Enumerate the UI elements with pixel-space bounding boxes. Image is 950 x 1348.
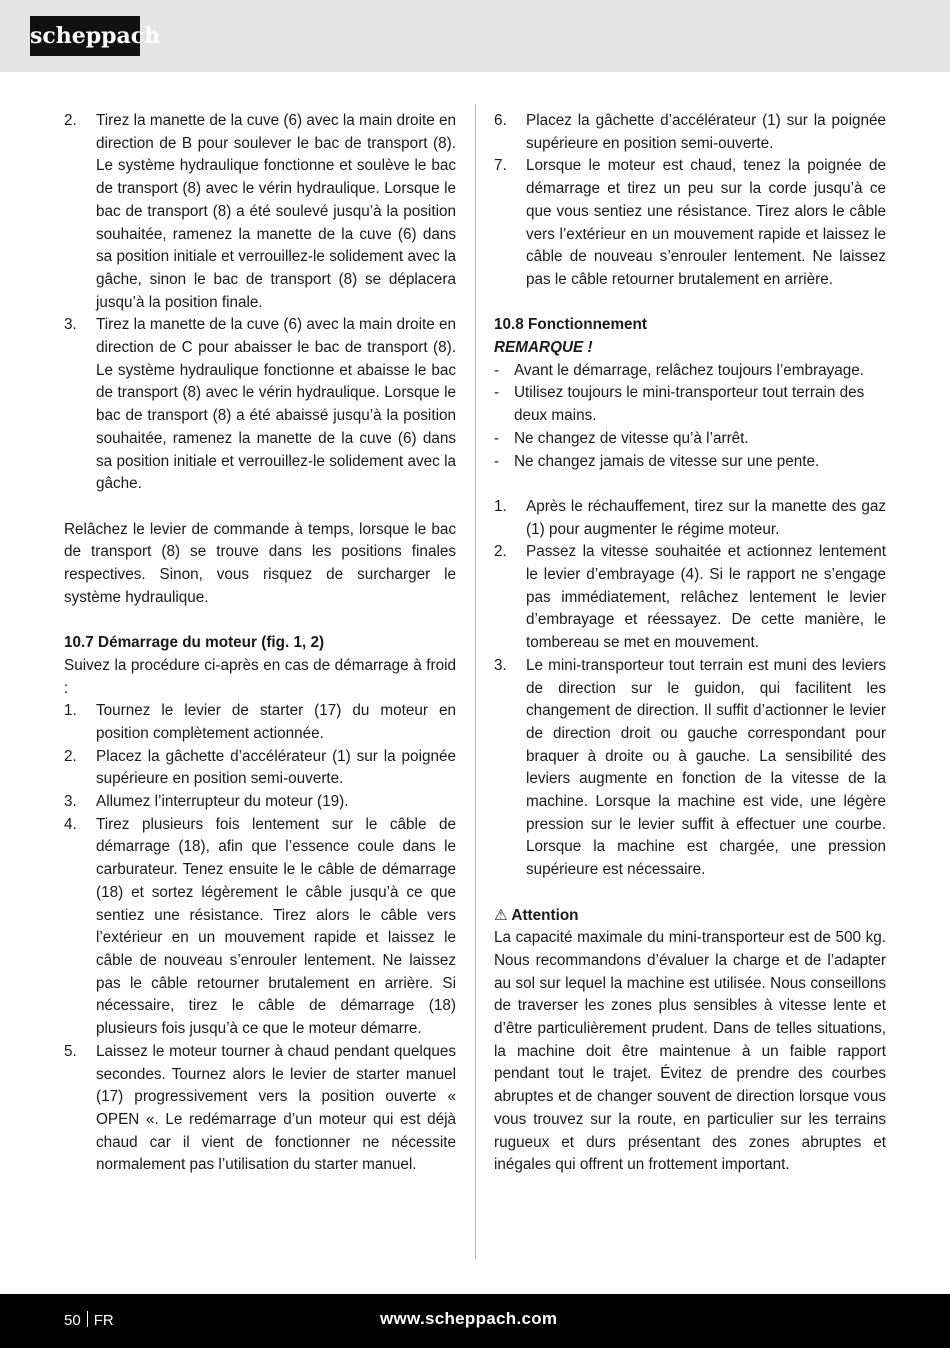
list-item — [64, 791, 456, 814]
list-number: 6. — [494, 112, 507, 129]
release-paragraph: Relâchez le levier de commande à temps, lorsque le bac de transport (8) se trouve dans les positions finales respectives. Sinon, vous risquez de surcharger le système hydraulique. — [64, 520, 456, 606]
list-text: Lorsque le moteur est chaud, tenez la poignée de démarrage et tirez un peu sur la corde jusqu’à ce que vous sentiez une résistance. Tirez alors le câble vers l’extérieur en un mouvement rapide et laissez le câble de nouveau s’enrouler lentement. Ne laissez pas le câble retourner brutalement en arrière. — [526, 157, 886, 288]
dash-bullet: - — [494, 452, 500, 470]
list-item — [64, 314, 456, 496]
list-text: Placez la gâchette d’accélérateur (1) sur la poignée supérieure en position semi-ouverte. — [526, 112, 886, 152]
list-text: Le mini-transporteur tout terrain est muni des leviers de direction sur le guidon, qui facilitent les changement de direction. Il suffit d’actionner le levier de direction droit ou gauche correspondant pour braquer à droite ou à gauche. La sensibilité des leviers augmente en fonction de la vitesse de la machine. Lorsque la machine est vide, une légère pression sur le levier suffit à effectuer une courbe. Lorsque la machine est chargée, une pression supérieure est nécessaire. — [526, 656, 886, 879]
list-item — [494, 496, 886, 541]
list-item — [494, 428, 886, 451]
list-text: Placez la gâchette d’accélérateur (1) sur la poignée supérieure en position semi-ouverte. — [96, 747, 456, 788]
list-item — [494, 541, 886, 655]
list-text: Tirez plusieurs fois lentement sur le câble de démarrage (18), afin que l’essence coule dans le carburateur. Tenez ensuite le le câble de démarrage (18) et sortez légèrement le câble jusqu’à ce que sentiez une résistance. Tirez alors le câble vers l’extérieur en un mouvement rapide et laissez le câble de nouveau s’enrouler lentement. Ne laissez pas le câble retourner brutalement en arrière. Si nécessaire, tirez le câble de démarrage (18) plusieurs fois jusqu’à ce que le moteur démarre. — [96, 815, 456, 1038]
list-item — [494, 110, 886, 155]
list-item — [64, 814, 456, 1041]
list-number: 3. — [64, 793, 77, 811]
section-intro: Suivez la procédure ci-après en cas de démarrage à froid : — [64, 656, 456, 697]
list-item — [494, 360, 886, 383]
list-number: 3. — [494, 656, 507, 674]
dash-bullet: - — [494, 429, 500, 447]
attention-text: La capacité maximale du mini-transporteur est de 500 kg. Nous recommandons d’évaluer la charge et de l’adapter au sol sur lequel la machine est utilisée. Nous conseillons de traverser les zones plus sensibles à vitesse lente et d’être particulièrement prudent. Dans de telles situations, la machine doit être maintenue à un faible rapport pendant tout le trajet. Évitez de prendre des courbes abruptes et de changer souvent de direction lorsque vous vous trouvez sur la route, en particulier sur les terrains rugueux et durs présentant des zones abruptes et inégales qui offrent un frottement important. — [494, 929, 886, 1174]
list-item — [64, 700, 456, 745]
list-text: Ne changez jamais de vitesse sur une pente. — [514, 452, 820, 470]
list-text: Avant le démarrage, relâchez toujours l’embrayage. — [514, 361, 865, 379]
list-text: Laissez le moteur tourner à chaud pendant quelques secondes. Tournez alors le levier de starter manuel (17) progressivement vers la position ouverte « OPEN «. Le redémarrage d’un moteur qui est déjà chaud car il vient de fonctionner ne nécessite normalement pas l’utilisation du starter manuel. — [96, 1042, 456, 1174]
list-item — [64, 746, 456, 791]
section-heading-10-8: 10.8 Fonctionnement — [494, 316, 647, 334]
attention-label: Attention — [511, 906, 579, 924]
list-text: Utilisez toujours le mini-transporteur tout terrain des deux mains. — [514, 384, 865, 425]
list-text: Tirez la manette de la cuve (6) avec la main droite en direction de B pour soulever le bac de transport (8). Le système hydraulique fonctionne et soulève le bac de transport (8) avec le vérin hydraulique. Lorsque le bac de transport (8) a été soulevé jusqu’à la position souhaitée, ramenez la manette de la cuve (6) dans sa position initiale et verrouillez-le solidement avec la gâche, sinon le bac de transport (8) se déplacera jusqu’à la position finale. — [96, 112, 456, 311]
list-text: Tirez la manette de la cuve (6) avec la main droite en direction de C pour abaisser le bac de transport (8). Le système hydraulique fonctionne et abaisse le bac de transport (8) avec le vérin hydraulique. Lorsque le bac de transport (8) a été abaissé jusqu’à la position souhaitée, ramenez la manette de la cuve (6) dans sa position initiale et verrouillez-le solidement avec la gâche. — [96, 316, 456, 493]
dash-bullet: - — [494, 361, 500, 379]
list-number: 7. — [494, 157, 507, 175]
list-number: 1. — [494, 497, 507, 515]
list-number: 2. — [494, 543, 507, 561]
list-number: 3. — [64, 316, 77, 334]
list-text: Passez la vitesse souhaitée et actionnez lentement le levier d’embrayage (4). Si le rapport ne s’engage pas immédiatement, relâchez lentement le levier d’embrayage et réessayez. De cette manière, le tombereau se met en mouvement. — [526, 543, 886, 652]
list-number: 2. — [64, 112, 77, 129]
list-number: 2. — [64, 747, 77, 765]
language-code: FR — [93, 1312, 114, 1329]
column-divider — [475, 104, 476, 1259]
list-number: 4. — [64, 815, 77, 833]
list-text: Ne changez de vitesse qu’à l’arrêt. — [514, 429, 749, 447]
page-footer — [0, 1294, 950, 1348]
start-engine-steps-list — [64, 700, 456, 1177]
page-number-block — [64, 1310, 114, 1332]
list-number: 1. — [64, 702, 77, 720]
list-item — [494, 451, 886, 474]
warning-icon: ⚠ — [494, 906, 508, 924]
hydraulic-steps-list — [64, 110, 456, 496]
scheppach-logo: scheppach — [30, 16, 140, 56]
list-number: 5. — [64, 1042, 77, 1060]
page-number: 50 — [64, 1312, 81, 1329]
warm-start-steps-list — [494, 110, 886, 292]
section-heading-10-7: 10.7 Démarrage du moteur (fig. 1, 2) — [64, 634, 325, 652]
attention-heading — [494, 905, 886, 928]
list-text: Après le réchauffement, tirez sur la manette des gaz (1) pour augmenter le régime moteur. — [526, 497, 886, 538]
separator — [87, 1311, 88, 1327]
operation-steps-list — [494, 496, 886, 882]
list-item — [494, 655, 886, 882]
website-url[interactable]: www.scheppach.com — [380, 1309, 558, 1328]
right-column — [494, 110, 886, 1177]
list-text: Allumez l’interrupteur du moteur (19). — [96, 793, 349, 811]
page-header — [0, 0, 950, 72]
list-item — [494, 382, 886, 427]
remark-label: REMARQUE ! — [494, 339, 593, 357]
left-column — [64, 110, 456, 1177]
list-item — [64, 110, 456, 314]
dash-bullet: - — [494, 384, 500, 402]
remark-list — [494, 360, 886, 474]
list-item — [494, 155, 886, 291]
list-item — [64, 1041, 456, 1177]
list-text: Tournez le levier de starter (17) du moteur en position complètement actionnée. — [96, 702, 456, 742]
